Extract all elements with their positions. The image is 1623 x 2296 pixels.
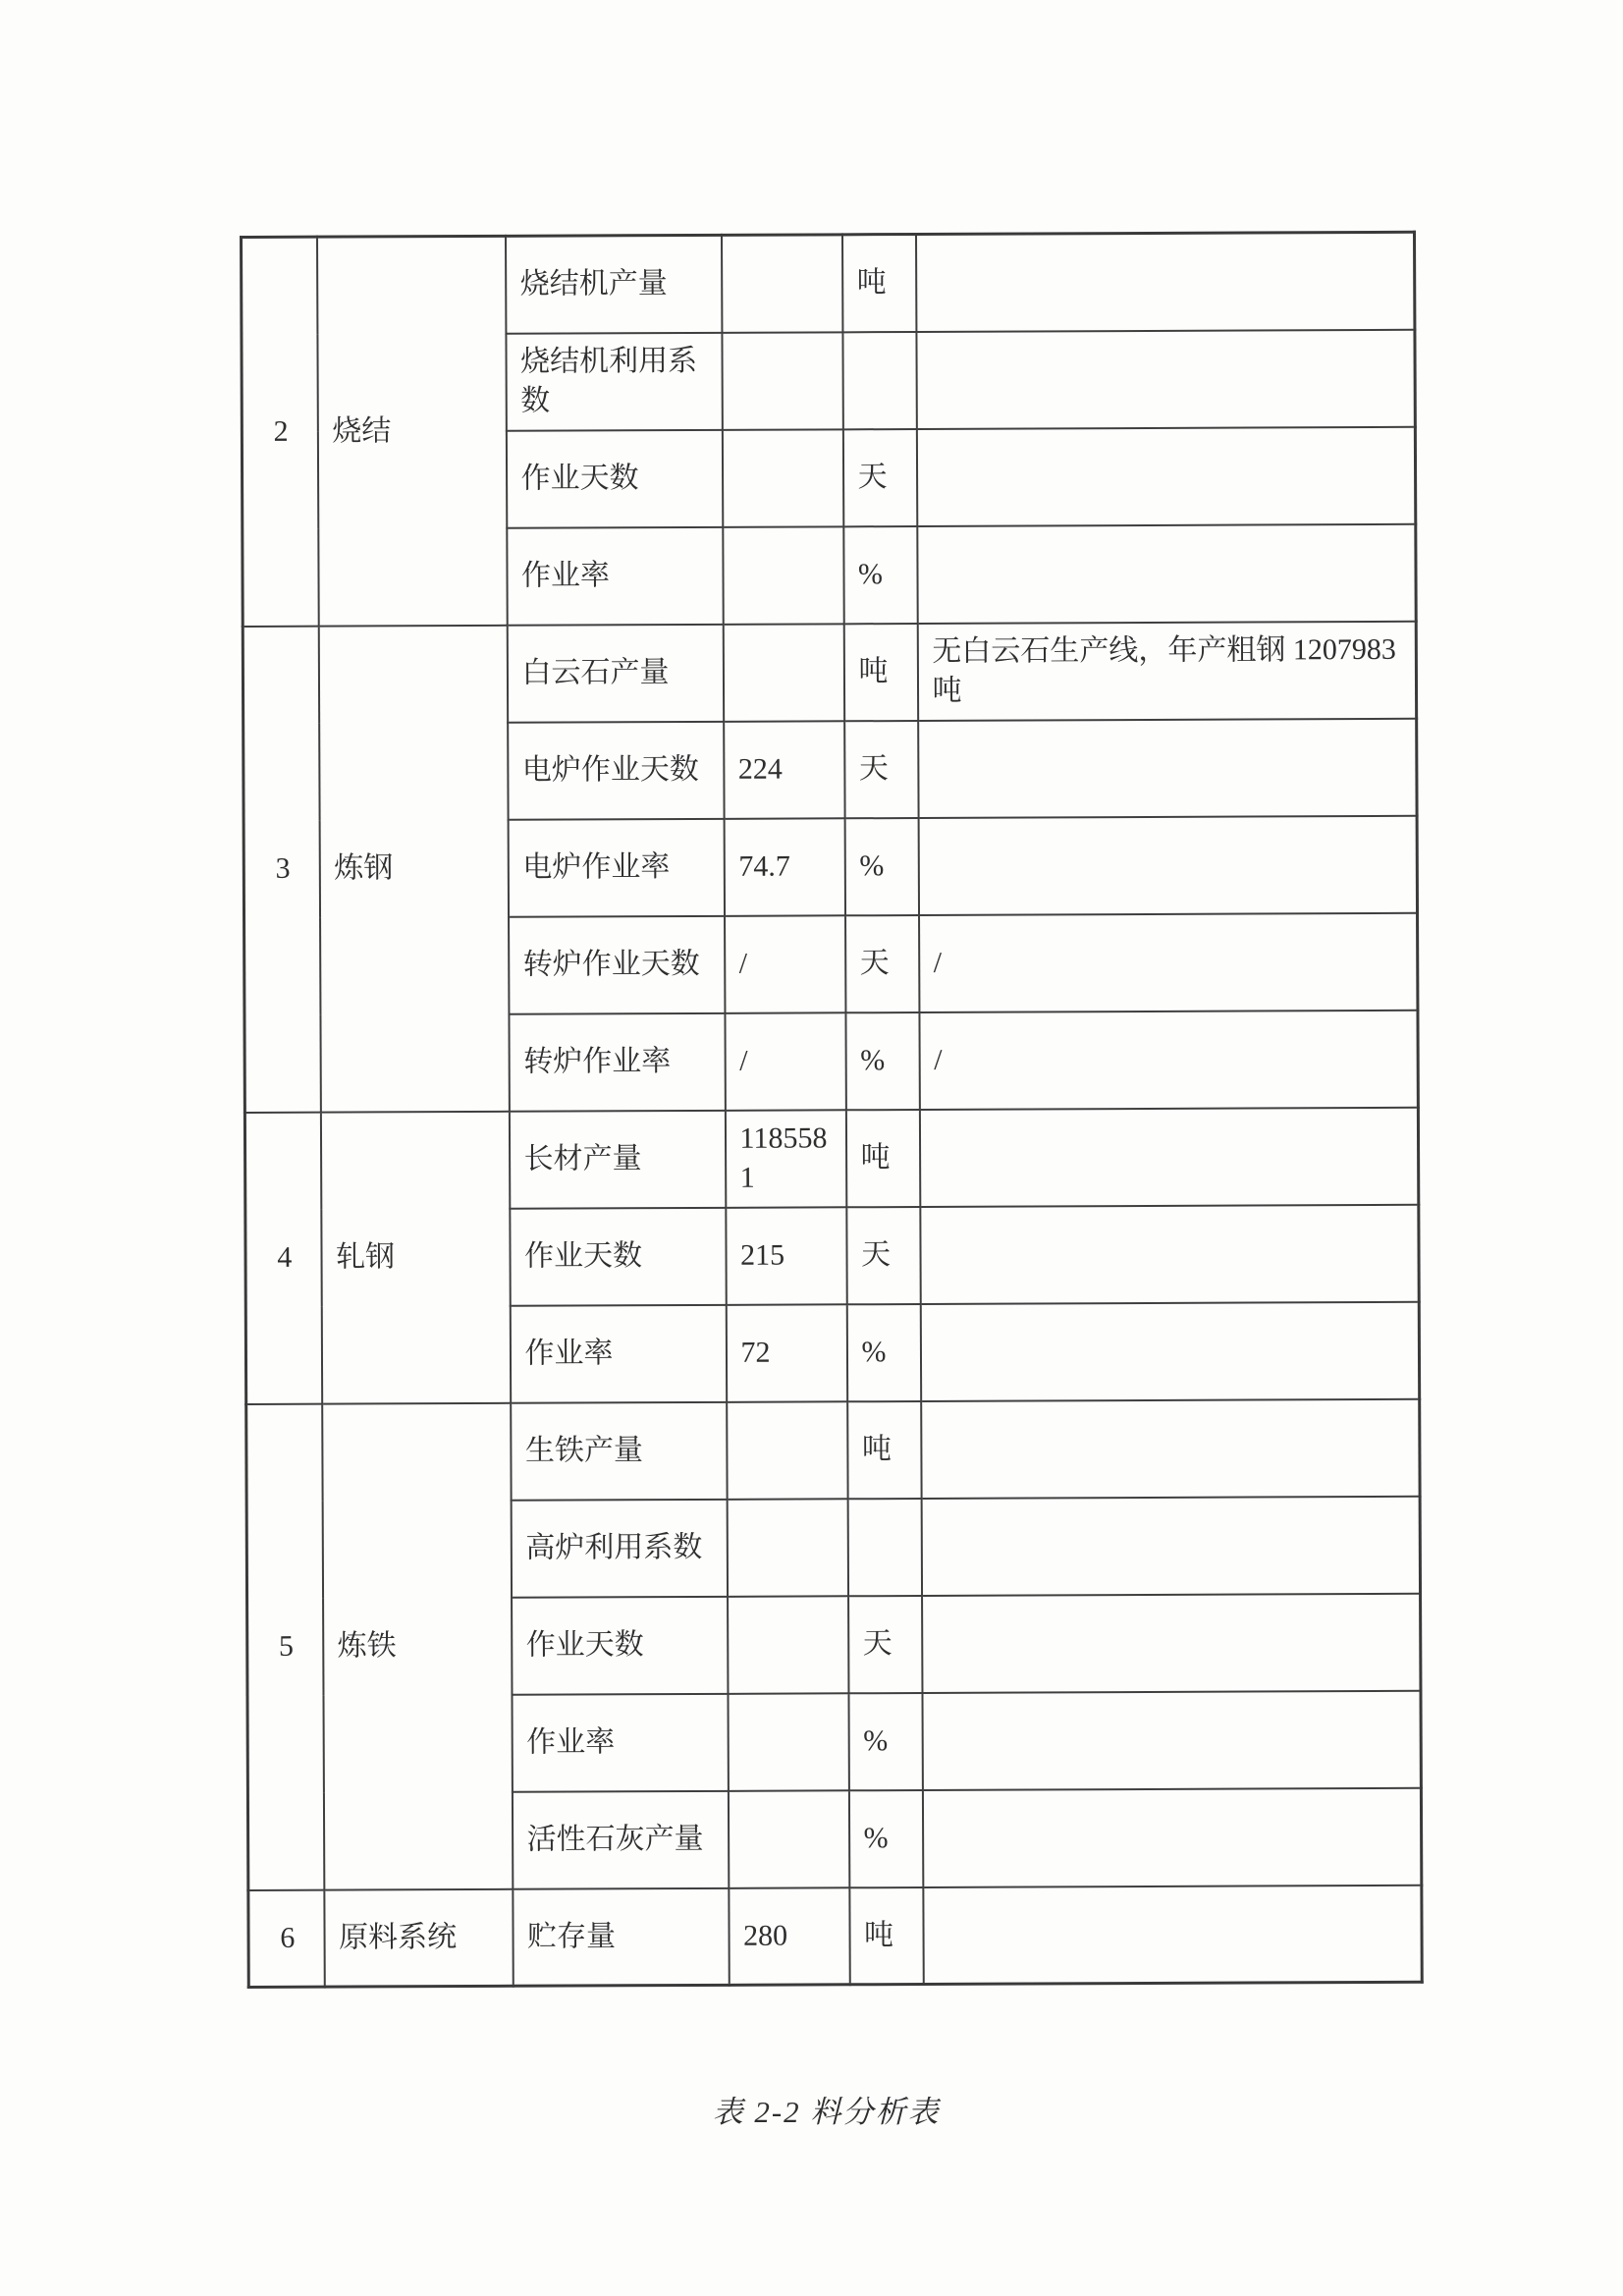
unit-cell: 吨 bbox=[845, 1109, 919, 1206]
value-cell: 1185581 bbox=[725, 1110, 845, 1208]
unit-cell: 天 bbox=[848, 1595, 922, 1692]
unit-cell bbox=[847, 1498, 921, 1595]
category-cell: 原料系统 bbox=[324, 1888, 513, 1987]
value-cell: / bbox=[725, 1012, 845, 1111]
value-cell bbox=[723, 526, 843, 625]
remark-cell: / bbox=[919, 1010, 1418, 1109]
item-cell: 白云石产量 bbox=[507, 624, 723, 722]
unit-cell: 吨 bbox=[847, 1400, 921, 1498]
value-cell: 280 bbox=[729, 1887, 849, 1986]
remark-cell bbox=[923, 1885, 1422, 1984]
remark-cell bbox=[920, 1204, 1419, 1303]
remark-cell bbox=[916, 329, 1415, 428]
remark-cell bbox=[918, 815, 1417, 914]
table-row bbox=[244, 1107, 1418, 1209]
remark-cell bbox=[922, 1593, 1421, 1692]
item-cell: 高炉利用系数 bbox=[511, 1499, 727, 1597]
item-cell: 作业天数 bbox=[510, 1207, 726, 1305]
item-cell: 作业率 bbox=[512, 1693, 728, 1791]
item-cell: 活性石灰产量 bbox=[512, 1790, 728, 1888]
unit-cell: 吨 bbox=[842, 234, 916, 331]
unit-cell: % bbox=[844, 817, 918, 914]
remark-cell bbox=[917, 523, 1416, 623]
item-cell: 作业率 bbox=[510, 1304, 726, 1402]
value-cell bbox=[727, 1499, 847, 1597]
table-row bbox=[246, 1398, 1420, 1501]
value-cell bbox=[722, 429, 842, 527]
value-cell: 215 bbox=[726, 1207, 846, 1305]
unit-cell: % bbox=[848, 1692, 922, 1789]
category-cell: 炼钢 bbox=[318, 625, 509, 1112]
remark-cell bbox=[919, 1107, 1418, 1206]
item-cell: 电炉作业天数 bbox=[508, 721, 724, 819]
remark-cell bbox=[916, 232, 1415, 331]
item-cell: 长材产量 bbox=[509, 1110, 725, 1208]
item-cell: 作业天数 bbox=[506, 429, 722, 527]
remark-cell bbox=[922, 1787, 1421, 1886]
unit-cell: % bbox=[843, 525, 917, 623]
value-cell: 74.7 bbox=[724, 818, 844, 916]
row-number-cell: 6 bbox=[248, 1889, 324, 1987]
value-cell bbox=[728, 1790, 848, 1888]
analysis-table-wrapper bbox=[240, 231, 1421, 1989]
unit-cell: 天 bbox=[846, 1206, 920, 1303]
table-row bbox=[248, 1885, 1422, 1987]
value-cell bbox=[727, 1401, 847, 1500]
value-cell: 72 bbox=[726, 1304, 846, 1402]
item-cell: 烧结机利用系数 bbox=[506, 332, 722, 430]
remark-cell bbox=[921, 1496, 1420, 1595]
remark-cell bbox=[922, 1690, 1421, 1789]
remark-cell bbox=[921, 1398, 1420, 1498]
unit-cell: % bbox=[848, 1789, 922, 1886]
unit-cell: 吨 bbox=[843, 623, 917, 720]
row-number-cell: 4 bbox=[244, 1112, 321, 1403]
value-cell bbox=[728, 1693, 848, 1791]
unit-cell: 天 bbox=[844, 720, 918, 817]
value-cell bbox=[722, 332, 842, 430]
remark-cell bbox=[918, 718, 1417, 817]
value-cell bbox=[723, 624, 843, 722]
value-cell bbox=[722, 235, 842, 333]
row-number-cell: 2 bbox=[242, 237, 319, 626]
item-cell: 电炉作业率 bbox=[508, 818, 724, 916]
unit-cell: 天 bbox=[842, 428, 916, 525]
unit-cell: % bbox=[845, 1011, 919, 1109]
category-cell: 烧结 bbox=[317, 236, 508, 626]
item-cell: 烧结机产量 bbox=[506, 235, 722, 333]
row-number-cell: 5 bbox=[246, 1403, 324, 1889]
value-cell: 224 bbox=[724, 721, 844, 819]
remark-cell bbox=[920, 1301, 1419, 1400]
item-cell: 贮存量 bbox=[513, 1887, 729, 1986]
table-row bbox=[243, 621, 1416, 723]
analysis-table bbox=[240, 231, 1424, 1989]
item-cell: 作业天数 bbox=[512, 1596, 728, 1694]
table-caption: 表 2-2 料分析表 bbox=[712, 2095, 941, 2129]
row-number-cell: 3 bbox=[243, 626, 320, 1112]
remark-cell: / bbox=[919, 912, 1418, 1011]
value-cell bbox=[728, 1596, 848, 1694]
item-cell: 转炉作业天数 bbox=[509, 915, 725, 1013]
value-cell: / bbox=[725, 915, 845, 1013]
unit-cell: 天 bbox=[845, 914, 919, 1011]
item-cell: 转炉作业率 bbox=[509, 1012, 725, 1111]
table-row bbox=[242, 232, 1415, 334]
unit-cell bbox=[842, 331, 916, 428]
category-cell: 炼铁 bbox=[322, 1402, 513, 1889]
unit-cell: 吨 bbox=[849, 1886, 923, 1984]
category-cell: 轧钢 bbox=[320, 1111, 510, 1403]
unit-cell: % bbox=[846, 1303, 920, 1400]
remark-cell: 无白云石生产线，年产粗钢 1207983 吨 bbox=[917, 621, 1416, 720]
item-cell: 生铁产量 bbox=[511, 1401, 727, 1500]
remark-cell bbox=[916, 426, 1415, 525]
item-cell: 作业率 bbox=[507, 526, 723, 625]
